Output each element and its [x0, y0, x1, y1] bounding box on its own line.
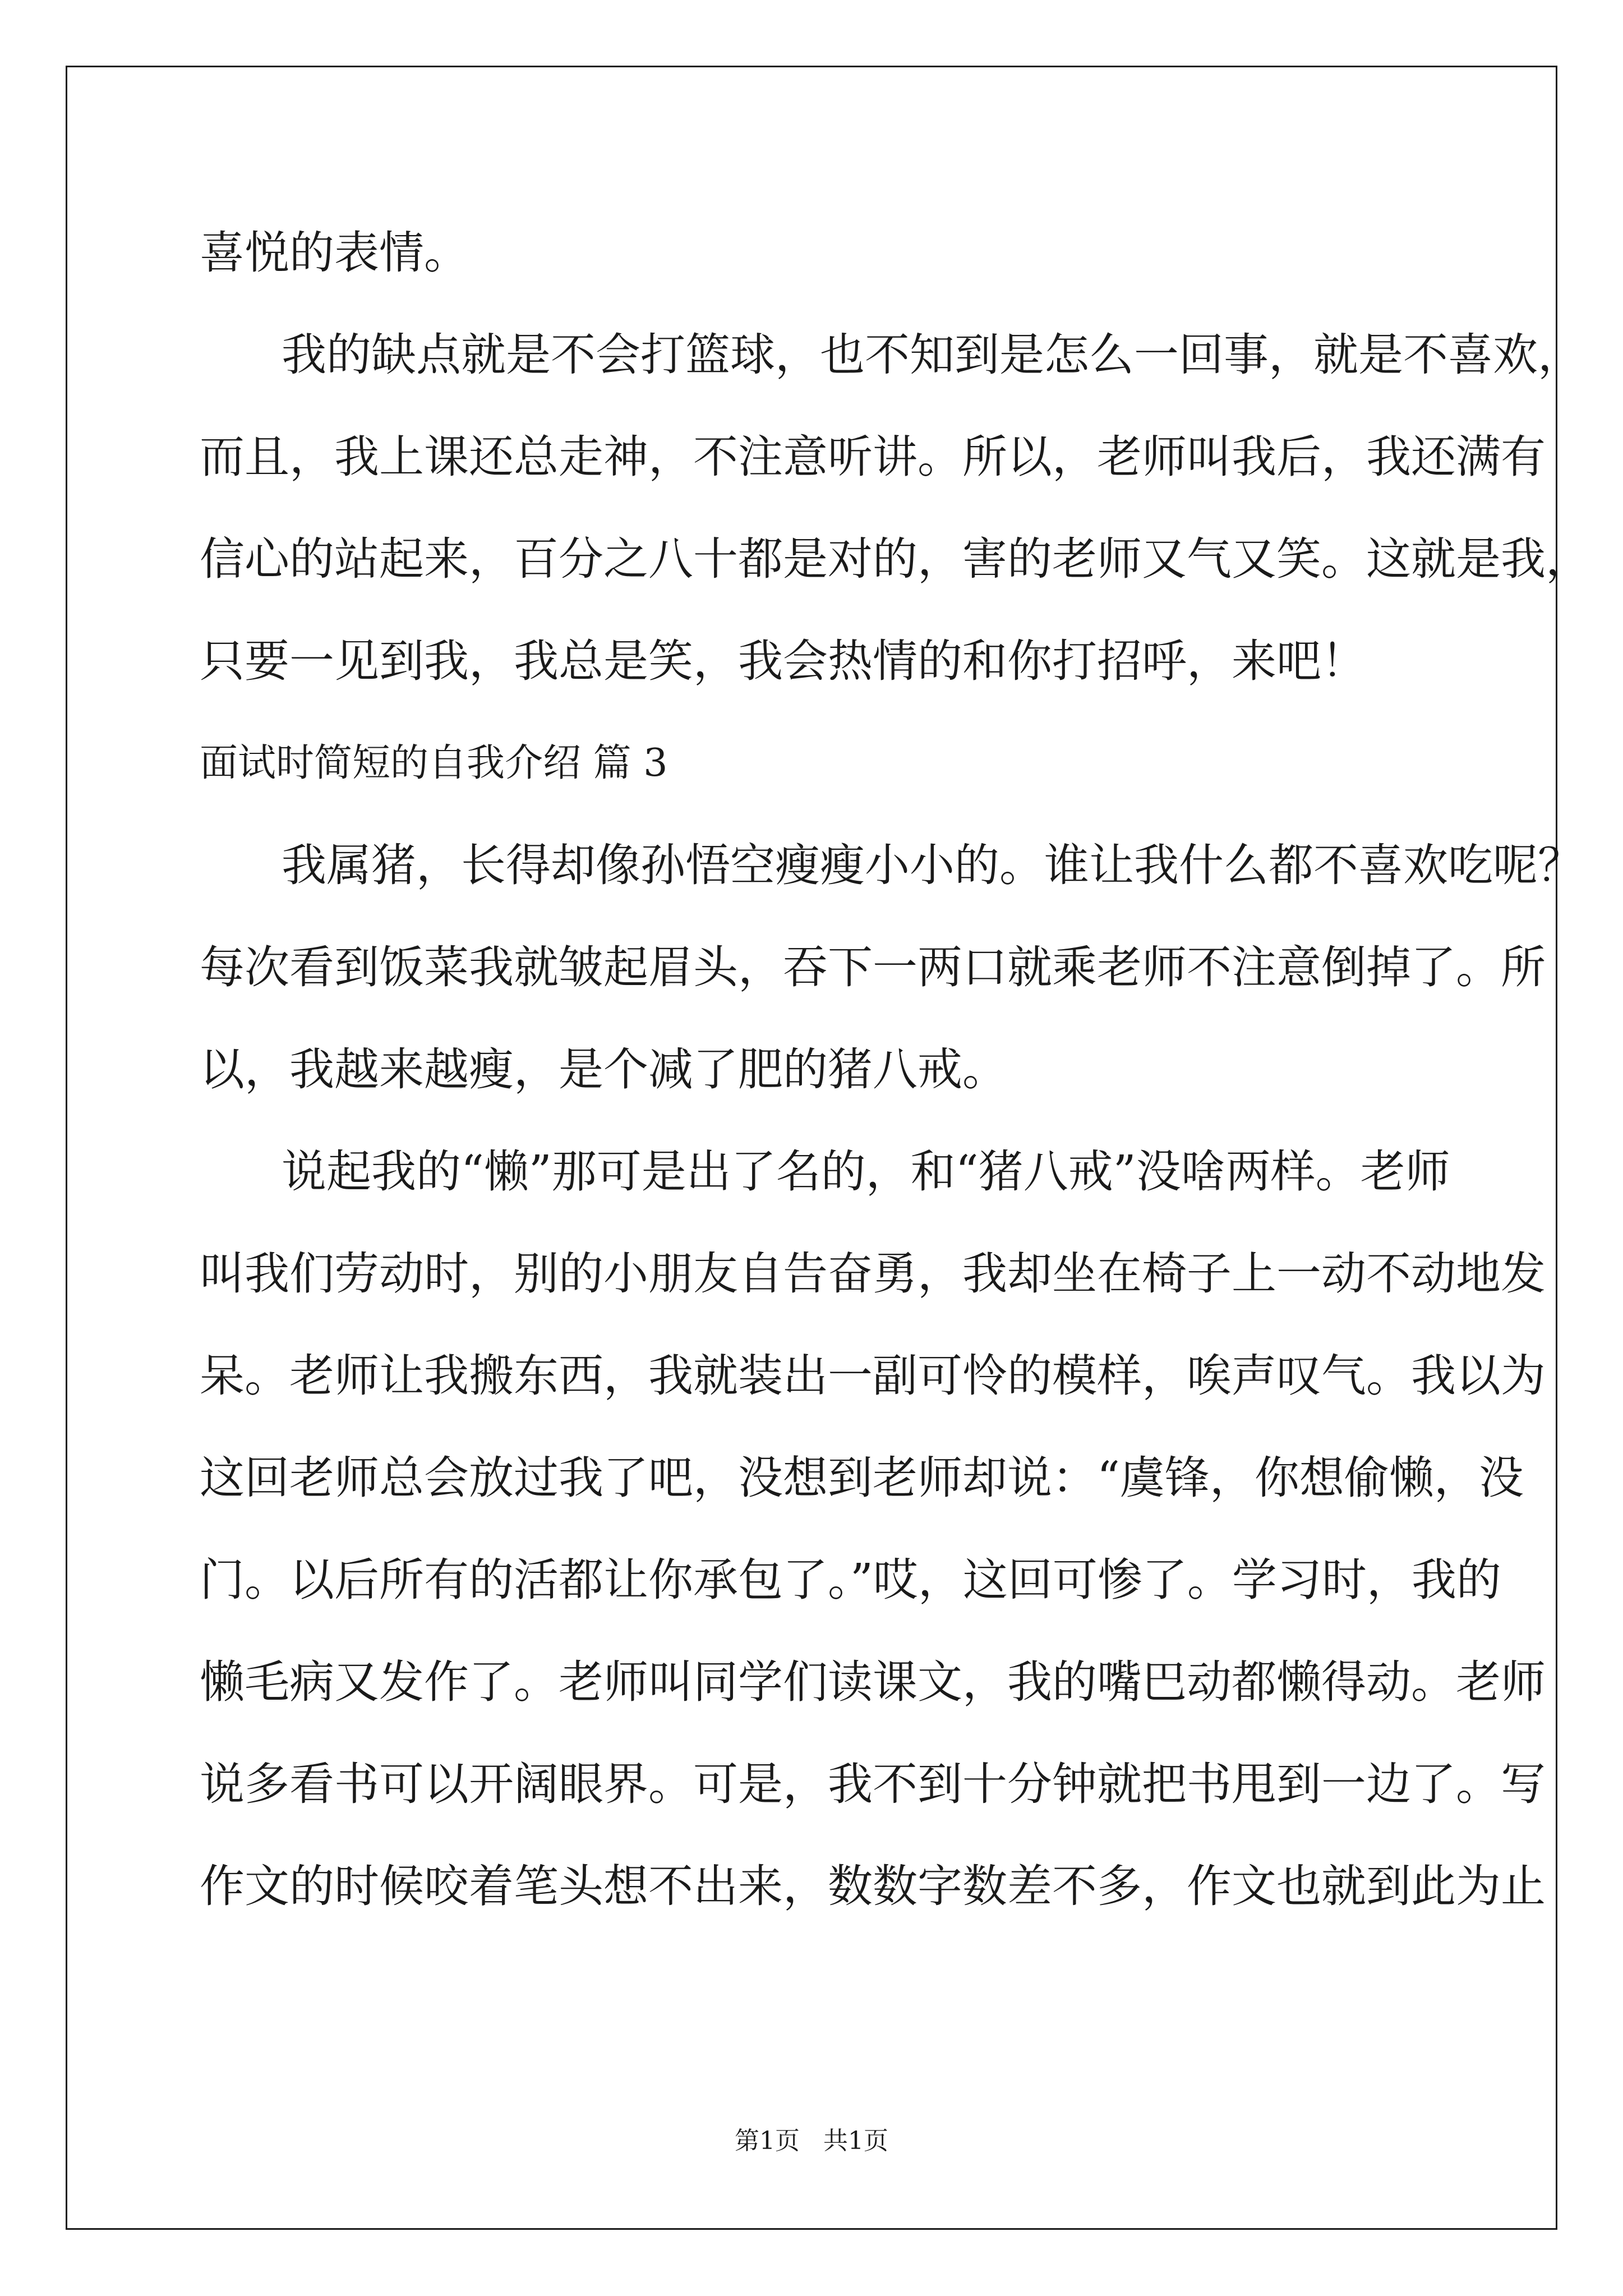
text-line: 呆。老师让我搬东西，我就装出一副可怜的模样，唉声叹气。我以为	[200, 1350, 1546, 1402]
text-line: 我的缺点就是不会打篮球，也不知到是怎么一回事，就是不喜欢，	[282, 329, 1583, 381]
text-line: 门。以后所有的活都让你承包了。”哎，这回可惨了。学习时，我的	[200, 1554, 1501, 1606]
section-heading: 面试时简短的自我介绍 篇 3	[200, 741, 668, 785]
document-body	[200, 202, 1590, 1938]
text-line: 说起我的“懒”那可是出了名的，和“猪八戒”没啥两样。老师	[282, 1145, 1450, 1198]
text-line: 而且，我上课还总走神，不注意听讲。所以，老师叫我后，我还满有	[200, 431, 1546, 483]
text-line: 说多看书可以开阔眼界。可是，我不到十分钟就把书甩到一边了。写	[200, 1758, 1546, 1810]
text-line: 作文的时候咬着笔头想不出来，数数字数差不多，作文也就到此为止	[200, 1860, 1546, 1912]
text-line: 我属猪，长得却像孙悟空瘦瘦小小的。谁让我什么都不喜欢吃呢？	[282, 839, 1583, 891]
text-line: 叫我们劳动时，别的小朋友自告奋勇，我却坐在椅子上一动不动地发	[200, 1248, 1546, 1300]
text-line: 每次看到饭菜我就皱起眉头，吞下一两口就乘老师不注意倒掉了。所	[200, 941, 1546, 993]
text-line: 信心的站起来，百分之八十都是对的，害的老师又气又笑。这就是我，	[200, 533, 1590, 585]
text-line: 这回老师总会放过我了吧，没想到老师却说：“虞锋，你想偷懒，没	[200, 1452, 1524, 1504]
text-line: 以，我越来越瘦，是个减了肥的猪八戒。	[200, 1043, 1007, 1096]
page-footer: 第1页 共1页	[735, 2127, 888, 2155]
text-line: 喜悦的表情。	[200, 227, 469, 279]
text-line: 只要一见到我，我总是笑，我会热情的和你打招呼，来吧！	[200, 635, 1366, 687]
text-line: 懒毛病又发作了。老师叫同学们读课文，我的嘴巴动都懒得动。老师	[200, 1656, 1546, 1708]
